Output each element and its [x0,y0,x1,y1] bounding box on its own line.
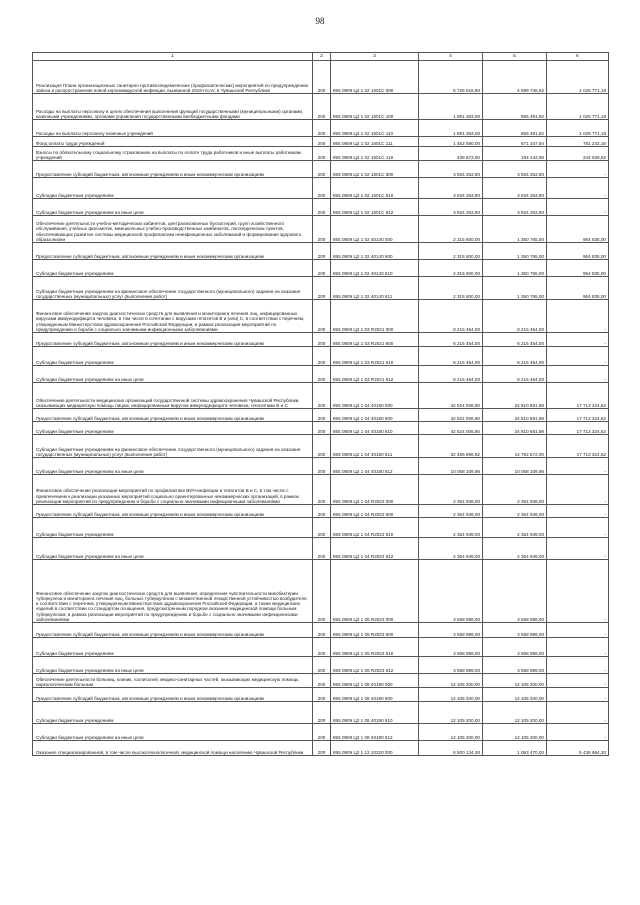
table-row [33,409,609,422]
row-description: Финансовое обеспечение реализации мероприятий по профилактике ВИЧ-инфекции и гепатитов В и С, в том числе с привлечением к реализации указанных мероприятий социально ориентированных некоммерческих организаций, в рамках реализации мероприятий по предупреждению и борьбе с социально значимыми инфекционными заболеваниями [33,475,313,505]
row-unexecuted: - [547,638,609,657]
row-description: Предоставление субсидий бюджетным, автономным учреждениям и иным некоммерческим организациям [33,688,313,702]
table-row [33,366,609,383]
row-approved: 8 215 454,00 [419,347,483,366]
row-unexecuted: 1 025 771,18 [547,120,609,137]
row-budget-code: 855 0909 Ц2 1 08 40190 600 [331,688,419,702]
row-approved: 8 215 454,00 [419,366,483,383]
table-row [33,260,609,277]
row-description: Предоставление субсидий бюджетным, автономным учреждениям и иным некоммерческим организациям [33,409,313,422]
row-approved: 42 524 006,60 [419,422,483,435]
row-executed: 8 215 454,00 [483,347,547,366]
row-executed: 2 354 949,00 [483,475,547,505]
row-budget-code: 855 0909 Ц2 1 03 R2021 610 [331,347,419,366]
row-description: Субсидии бюджетным учреждениям на иные цели [33,458,313,475]
row-executed: 8 215 454,00 [483,333,547,347]
row-unexecuted: - [547,347,609,366]
row-description: Обеспечение деятельности учебно-методических кабинетов, централизованных бухгалтерий, групп хозяйственного обслуживания, учебных фильмотек, межшкольных учебно-производственных комбинатов, логопедических пунктов, обеспечивающих развитие системы медицинской профилактики неинфекционных заболеваний и формирования здорового образа жизни [33,216,313,243]
table-row [33,702,609,724]
row-unexecuted: 964 835,00 [547,243,609,260]
row-description: Взносы по обязательному социальному страхованию на выплаты по оплате труда работников и иные выплаты работникам учреждений [33,147,313,161]
row-unexecuted: 244 529,02 [547,147,609,161]
row-executed: 1 063 470,00 [483,741,547,756]
row-description: Субсидии бюджетным учреждениям на иные цели [33,538,313,560]
row-unexecuted: - [547,674,609,688]
row-code-200: 200 [313,243,331,260]
row-description: Субсидии бюджетным учреждениям [33,518,313,538]
row-approved: 2 354 949,00 [419,538,483,560]
row-budget-code: 855 0909 Ц2 1 04 40180 600 [331,409,419,422]
row-description: Предоставление субсидий бюджетным, автономным учреждениям и иным некоммерческим организациям [33,505,313,518]
table-row [33,422,609,435]
row-description: Субсидии бюджетным учреждениям [33,702,313,724]
row-code-200: 200 [313,347,331,366]
row-unexecuted: - [547,724,609,741]
row-code-200: 200 [313,147,331,161]
table-row [33,300,609,333]
table-row [33,333,609,347]
row-budget-code: 855 0909 Ц2 1 02 1601С 600 [331,161,419,178]
table-row [33,147,609,161]
row-executed: 12 105 200,00 [483,674,547,688]
row-budget-code: 855 0909 Ц2 1 02 1601С 110 [331,120,419,137]
table-row [33,638,609,657]
row-budget-code: 855 0909 Ц2 1 02 1601С 119 [331,147,419,161]
row-budget-code: 855 0909 Ц2 1 08 40190 000 [331,674,419,688]
row-code-200: 200 [313,161,331,178]
budget-table [32,52,609,756]
row-description: Субсидии бюджетным учреждениям [33,422,313,435]
row-approved: 6 500 134,30 [419,741,483,756]
row-executed: 194 143,98 [483,147,547,161]
row-budget-code: 855 0909 Ц2 1 05 R2023 000 [331,560,419,623]
row-executed: 3 558 989,00 [483,657,547,674]
row-code-200: 200 [313,120,331,137]
row-unexecuted: - [547,475,609,505]
row-description: Субсидии бюджетным учреждениям на иные цели [33,724,313,741]
column-header: 4 [419,53,483,61]
row-code-200: 200 [313,657,331,674]
row-executed: 1 350 765,00 [483,277,547,300]
row-unexecuted: 5 436 664,30 [547,741,609,756]
row-description: Субсидии бюджетным учреждениям на иные цели [33,657,313,674]
row-unexecuted: - [547,518,609,538]
row-approved: 1 891 263,00 [419,120,483,137]
row-approved: 32 465 896,62 [419,435,483,458]
row-unexecuted: 17 713 324,62 [547,422,609,435]
row-approved: 12 105 200,00 [419,702,483,724]
row-executed: 12 105 200,00 [483,724,547,741]
row-budget-code: 855 0909 Ц2 1 04 R2022 612 [331,538,419,560]
row-description: Субсидии бюджетным учреждениям на иные цели [33,366,313,383]
row-code-200: 200 [313,333,331,347]
row-approved: 2 354 949,00 [419,505,483,518]
row-description: Обеспечение деятельности медицинских организаций государственной системы здравоохранения Чувашской Республики, оказывающих медицинскую помощь лицам, инфицированным вирусом иммунодефицита человека, гепатитами В и С [33,383,313,409]
row-executed: 865 491,82 [483,94,547,120]
row-unexecuted: 964 835,00 [547,260,609,277]
row-executed: 1 350 765,00 [483,260,547,277]
row-budget-code: 855 0909 Ц2 1 02 40140 000 [331,216,419,243]
row-unexecuted: - [547,161,609,178]
table-row [33,435,609,458]
row-description: Субсидии бюджетным учреждениям [33,638,313,657]
row-description: Финансовое обеспечение закупок диагностических средств для выявления и мониторинга лечения лиц, инфицированных вирусами иммунодефицита человека, в том числе в сочетании с вирусами гепатитов В и (или) С, в соответствии с перечнем, утвержденным Министерством здравоохранения Российской Федерации, в рамках реализации мероприятий по предупреждению и борьбе с социально значимыми инфекционными заболеваниями [33,300,313,333]
row-budget-code: 855 0909 Ц2 1 02 1601С 610 [331,178,419,199]
row-code-200: 200 [313,409,331,422]
table-row [33,216,609,243]
row-code-200: 200 [313,724,331,741]
row-unexecuted: - [547,702,609,724]
table-row [33,724,609,741]
row-description: Обеспечение деятельности больниц, клиник, госпиталей, медико-санитарных частей, оказывающих медицинскую помощь наркологическим больным [33,674,313,688]
row-executed: 1 350 765,00 [483,216,547,243]
row-unexecuted: 17 713 324,62 [547,435,609,458]
row-executed: 24 810 681,98 [483,409,547,422]
row-approved: 42 524 006,60 [419,409,483,422]
table-row [33,161,609,178]
row-unexecuted: - [547,333,609,347]
row-executed: 24 810 681,98 [483,383,547,409]
row-executed: 3 558 989,00 [483,623,547,638]
row-unexecuted: 17 713 324,62 [547,383,609,409]
row-description: Предоставление субсидий бюджетным, автономным учреждениям и иным некоммерческим организациям [33,623,313,638]
column-header: 5 [483,53,547,61]
row-approved: 3 558 989,00 [419,638,483,657]
row-approved: 2 354 949,00 [419,475,483,505]
row-unexecuted: - [547,538,609,560]
row-approved: 1 891 263,00 [419,94,483,120]
page-number: 98 [315,16,325,26]
row-code-200: 200 [313,702,331,724]
row-approved: 42 524 006,60 [419,383,483,409]
row-unexecuted: 1 025 771,18 [547,94,609,120]
row-approved: 3 558 989,00 [419,623,483,638]
row-executed: 3 558 989,00 [483,638,547,657]
row-code-200: 200 [313,475,331,505]
row-budget-code: 855 0909 Ц2 1 02 1601С 000 [331,61,419,94]
row-description: Предоставление субсидий бюджетным, автономным учреждениям и иным некоммерческим организациям [33,243,313,260]
table-row [33,383,609,409]
row-approved: 3 834 253,80 [419,178,483,199]
row-approved: 2 354 949,00 [419,518,483,538]
row-approved: 5 725 516,80 [419,61,483,94]
row-executed: 24 810 681,98 [483,422,547,435]
row-code-200: 200 [313,61,331,94]
row-approved: 12 105 200,00 [419,688,483,702]
table-row [33,199,609,216]
row-code-200: 200 [313,538,331,560]
table-row [33,347,609,366]
row-description: Субсидии бюджетным учреждениям [33,347,313,366]
row-approved: 3 558 989,00 [419,657,483,674]
row-unexecuted: - [547,657,609,674]
row-unexecuted: - [547,366,609,383]
row-code-200: 200 [313,505,331,518]
row-code-200: 200 [313,688,331,702]
row-unexecuted: - [547,300,609,333]
row-executed: 8 215 454,00 [483,300,547,333]
row-approved: 2 315 600,00 [419,216,483,243]
row-description: Субсидии бюджетным учреждениям на иные цели [33,199,313,216]
row-code-200: 200 [313,741,331,756]
table-header-row [33,53,609,61]
row-code-200: 200 [313,300,331,333]
row-code-200: 200 [313,366,331,383]
row-description: Предоставление субсидий бюджетным, автономным учреждениям и иным некоммерческим организациям [33,161,313,178]
row-executed: 4 699 745,62 [483,61,547,94]
row-approved: 2 315 600,00 [419,277,483,300]
row-description: Субсидии бюджетным учреждениям на финансовое обеспечение государственного (муниципального) задания на оказание государственных (муниципальных) услуг (выполнение работ) [33,277,313,300]
row-description: Субсидии бюджетным учреждениям на финансовое обеспечение государственного (муниципального) задания на оказание государственных (муниципальных) услуг (выполнение работ) [33,435,313,458]
row-unexecuted: - [547,505,609,518]
row-executed: 671 347,84 [483,137,547,147]
table-row [33,243,609,260]
row-budget-code: 855 0909 Ц2 1 04 R2022 600 [331,505,419,518]
row-budget-code: 855 0909 Ц2 1 04 40180 610 [331,422,419,435]
row-executed: 2 354 949,00 [483,518,547,538]
column-header: 1 [33,53,313,61]
row-unexecuted: 964 835,00 [547,216,609,243]
row-executed: 865 491,82 [483,120,547,137]
row-executed: 12 105 200,00 [483,688,547,702]
table-row [33,120,609,137]
table-row [33,458,609,475]
table-row [33,674,609,688]
row-approved: 12 105 200,00 [419,724,483,741]
row-unexecuted: - [547,623,609,638]
row-description: Расходы на выплаты персоналу казенных учреждений [33,120,313,137]
row-code-200: 200 [313,560,331,623]
row-description: Оказание специализированной, в том числе высокотехнологичной, медицинской помощи населению Чувашской Республики [33,741,313,756]
row-code-200: 200 [313,277,331,300]
row-code-200: 200 [313,94,331,120]
row-unexecuted: - [547,560,609,623]
table-row [33,61,609,94]
row-budget-code: 855 0909 Ц2 1 04 40180 000 [331,383,419,409]
row-code-200: 200 [313,422,331,435]
table-row [33,505,609,518]
table-row [33,560,609,623]
row-unexecuted: - [547,688,609,702]
table-row [33,688,609,702]
row-description: Субсидии бюджетным учреждениям [33,260,313,277]
row-code-200: 200 [313,638,331,657]
row-approved: 438 673,00 [419,147,483,161]
row-budget-code: 855 0909 Ц2 1 03 R2021 600 [331,333,419,347]
row-budget-code: 855 0909 Ц2 1 05 R2023 610 [331,638,419,657]
row-unexecuted: - [547,178,609,199]
row-unexecuted: 17 713 324,62 [547,409,609,422]
row-executed: 14 752 572,00 [483,435,547,458]
row-budget-code: 855 0909 Ц2 1 04 40180 612 [331,458,419,475]
row-approved: 3 834 253,80 [419,161,483,178]
row-description: Финансовое обеспечение закупок диагностических средств для выявления, определения чувствительности микобактерии туберкулеза и мониторинга лечения лиц, больных туберкулезом с множественной лекарственной устойчивостью возбудителя, в соответствии с перечнем, утвержденным Министерством здравоохранения Российской Федерации, а также медицинских изделий в соответствии со стандартом оснащения, предусмотренным порядком оказания медицинской помощи больным туберкулезом, в рамках реализации мероприятий по предупреждению и борьбе с социально значимыми инфекционными заболеваниями [33,560,313,623]
row-executed: 3 834 253,80 [483,199,547,216]
row-approved: 12 105 200,00 [419,674,483,688]
row-executed: 12 105 200,00 [483,702,547,724]
row-budget-code: 855 0909 Ц2 1 03 R2021 612 [331,366,419,383]
table-row [33,475,609,505]
row-code-200: 200 [313,260,331,277]
row-unexecuted: 1 025 771,18 [547,61,609,94]
row-executed: 3 558 989,00 [483,560,547,623]
column-header: 3 [331,53,419,61]
row-executed: 8 215 454,00 [483,366,547,383]
row-code-200: 200 [313,199,331,216]
row-approved: 3 558 989,00 [419,560,483,623]
row-description: Реализация Плана организационных санитарно-противоэпидемических (профилактических) мероприятий по предупреждению завоза и распространения новой коронавирусной инфекции, вызванной 2019-nCoV, в Чувашской Республике [33,61,313,94]
row-approved: 8 215 454,00 [419,300,483,333]
row-budget-code: 855 0909 Ц2 1 12 10220 000 [331,741,419,756]
table-row [33,94,609,120]
row-budget-code: 855 0909 Ц2 1 05 R2023 612 [331,657,419,674]
row-executed: 3 834 253,80 [483,161,547,178]
row-approved: 3 834 253,80 [419,199,483,216]
row-executed: 10 058 109,98 [483,458,547,475]
row-unexecuted: 964 835,00 [547,277,609,300]
row-budget-code: 855 0909 Ц2 1 02 40140 611 [331,277,419,300]
row-budget-code: 855 0909 Ц2 1 08 40190 612 [331,724,419,741]
row-budget-code: 855 0909 Ц2 1 02 1601С 111 [331,137,419,147]
row-budget-code: 855 0909 Ц2 1 02 1601С 612 [331,199,419,216]
row-unexecuted: - [547,199,609,216]
row-approved: 2 315 600,00 [419,243,483,260]
row-code-200: 200 [313,458,331,475]
table-row [33,623,609,638]
row-unexecuted: 781 242,16 [547,137,609,147]
row-description: Расходы на выплаты персоналу в целях обеспечения выполнения функций государственными (муниципальными) органами, казенными учреждениями, органами управления государственными внебюджетными фондами [33,94,313,120]
row-code-200: 200 [313,383,331,409]
row-budget-code: 855 0909 Ц2 1 05 R2023 600 [331,623,419,638]
row-budget-code: 855 0909 Ц2 1 03 R2021 000 [331,300,419,333]
row-budget-code: 855 0909 Ц2 1 02 40140 600 [331,243,419,260]
row-approved: 2 315 600,00 [419,260,483,277]
row-approved: 1 452 590,00 [419,137,483,147]
row-code-200: 200 [313,435,331,458]
row-description: Фонд оплаты труда учреждений [33,137,313,147]
row-executed: 3 834 253,80 [483,178,547,199]
column-header: 6 [547,53,609,61]
table-row [33,277,609,300]
row-code-200: 200 [313,623,331,638]
row-code-200: 200 [313,674,331,688]
row-code-200: 200 [313,216,331,243]
row-description: Предоставление субсидий бюджетным, автономным учреждениям и иным некоммерческим организациям [33,333,313,347]
row-budget-code: 855 0909 Ц2 1 08 40190 610 [331,702,419,724]
table-row [33,178,609,199]
row-executed: 2 354 949,00 [483,505,547,518]
table-row [33,657,609,674]
row-budget-code: 855 0909 Ц2 1 04 R2022 000 [331,475,419,505]
row-budget-code: 855 0909 Ц2 1 04 R2022 610 [331,518,419,538]
row-approved: 8 215 454,00 [419,333,483,347]
row-executed: 1 350 765,00 [483,243,547,260]
column-header: 2 [313,53,331,61]
table-row [33,518,609,538]
row-code-200: 200 [313,137,331,147]
row-description: Субсидии бюджетным учреждениям [33,178,313,199]
row-code-200: 200 [313,518,331,538]
row-budget-code: 855 0909 Ц2 1 02 40140 610 [331,260,419,277]
row-approved: 10 058 109,98 [419,458,483,475]
row-budget-code: 855 0909 Ц2 1 02 1601С 100 [331,94,419,120]
table-row [33,137,609,147]
row-executed: 2 354 949,00 [483,538,547,560]
row-code-200: 200 [313,178,331,199]
row-unexecuted: - [547,458,609,475]
table-row [33,741,609,756]
table-row [33,538,609,560]
row-budget-code: 855 0909 Ц2 1 04 40180 611 [331,435,419,458]
